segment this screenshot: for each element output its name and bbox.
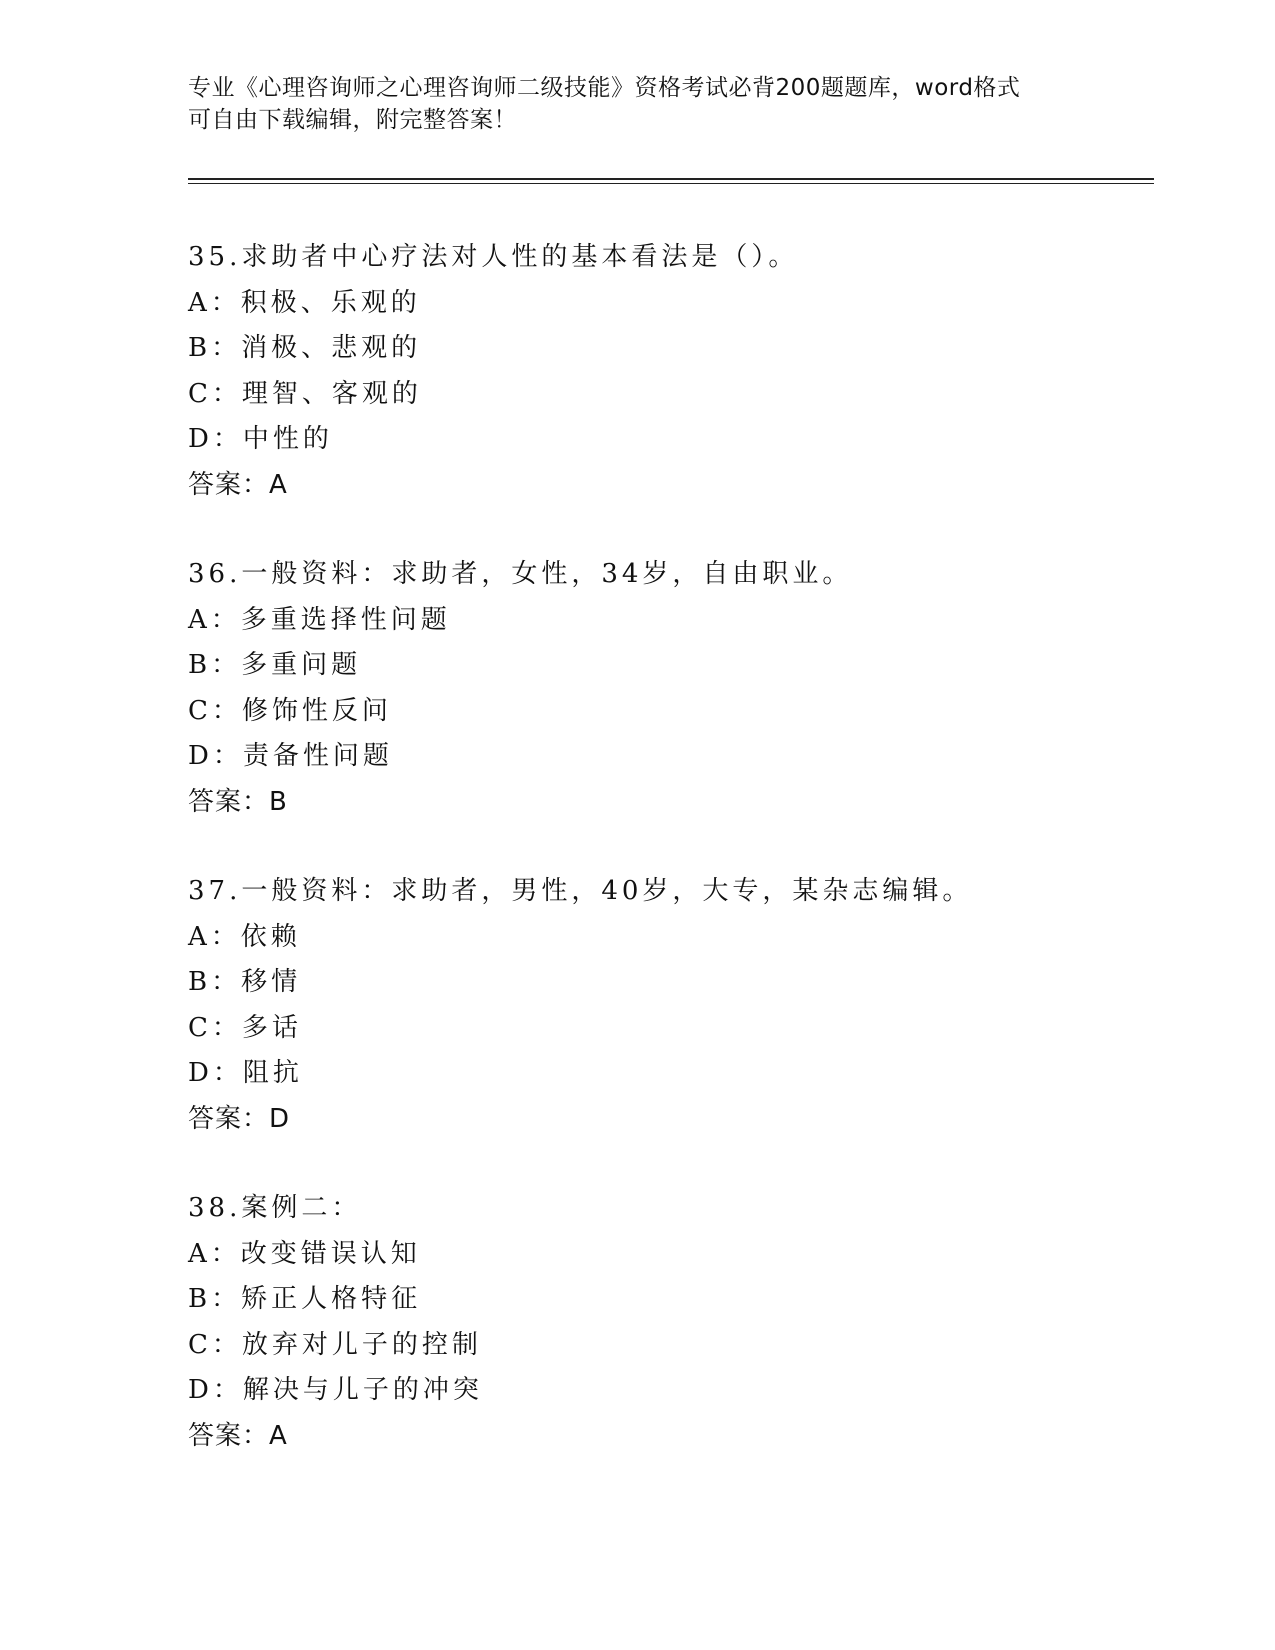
question-35 bbox=[188, 235, 1148, 508]
option-a: A：依赖 bbox=[188, 921, 301, 952]
question-37 bbox=[188, 869, 1148, 1142]
question-stem: 37.一般资料：求助者，男性，40岁，大专，某杂志编辑。 bbox=[188, 876, 973, 906]
question-stem: 35.求助者中心疗法对人性的基本看法是（）。 bbox=[188, 242, 799, 272]
header-line-1: 专业《心理咨询师之心理咨询师二级技能》资格考试必背200题题库，word格式 bbox=[188, 75, 1021, 101]
option-d: D：解决与儿子的冲突 bbox=[188, 1375, 483, 1405]
option-c: C：修饰性反问 bbox=[188, 695, 392, 726]
question-list bbox=[188, 235, 1148, 1503]
question-36 bbox=[188, 552, 1148, 825]
question-stem: 38.案例二： bbox=[188, 1193, 362, 1223]
option-b: B：移情 bbox=[188, 967, 302, 997]
answer: 答案：A bbox=[188, 1420, 288, 1451]
option-b: B：消极、悲观的 bbox=[188, 333, 422, 363]
option-d: D：阻抗 bbox=[188, 1058, 303, 1088]
document-header bbox=[188, 72, 1088, 136]
header-divider-thin bbox=[188, 183, 1154, 184]
option-a: A：改变错误认知 bbox=[188, 1238, 421, 1269]
option-c: C：理智、客观的 bbox=[188, 378, 422, 409]
option-d: D：责备性问题 bbox=[188, 741, 393, 771]
option-b: B：多重问题 bbox=[188, 650, 362, 680]
option-b: B：矫正人格特征 bbox=[188, 1284, 422, 1314]
option-a: A：积极、乐观的 bbox=[188, 287, 421, 318]
option-c: C：放弃对儿子的控制 bbox=[188, 1329, 482, 1360]
option-a: A：多重选择性问题 bbox=[188, 604, 451, 635]
answer: 答案：A bbox=[188, 469, 288, 500]
header-divider-thick bbox=[188, 178, 1154, 180]
question-38 bbox=[188, 1186, 1148, 1459]
question-stem: 36.一般资料：求助者，女性，34岁，自由职业。 bbox=[188, 559, 853, 589]
option-d: D：中性的 bbox=[188, 424, 333, 454]
answer: 答案：D bbox=[188, 1103, 291, 1134]
header-line-2: 可自由下载编辑，附完整答案！ bbox=[188, 107, 517, 133]
option-c: C：多话 bbox=[188, 1012, 302, 1043]
answer: 答案：B bbox=[188, 786, 288, 817]
